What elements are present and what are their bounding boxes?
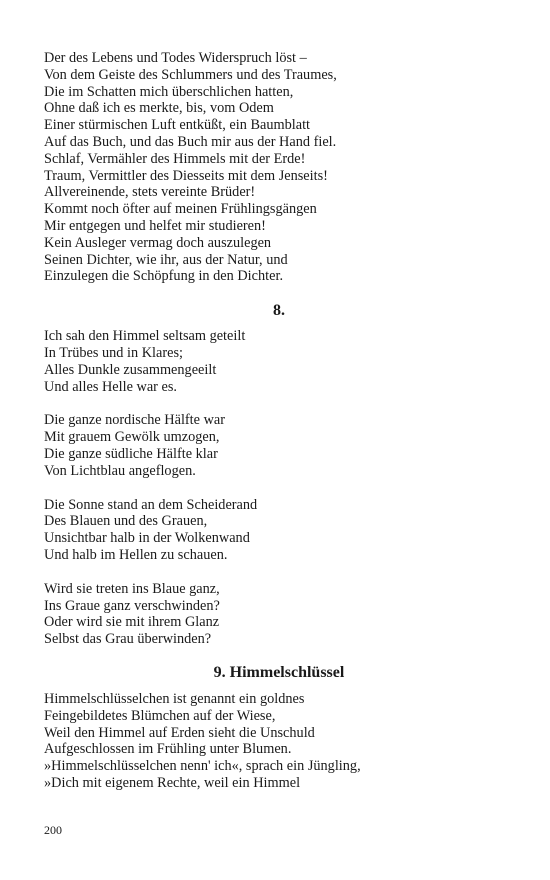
stanza-break [44,395,514,412]
verse-line: »Himmelschlüsselchen nenn' ich«, sprach ein Jüngling, [44,758,361,775]
verse-line: »Dich mit eigenem Rechte, weil ein Himmel [44,774,301,791]
verse-line: Feingebildetes Blümchen auf der Wiese, [44,707,276,724]
verse-line: In Trübes und in Klares; [44,344,183,361]
verse-line: Ins Graue ganz verschwinden? [44,597,220,614]
verse-line: Oder wird sie mit ihrem Glanz [44,614,220,631]
verse-line: Selbst das Grau überwinden? [44,631,212,648]
verse-line: Unsichtbar halb in der Wolkenwand [44,530,250,547]
stanza [44,328,514,395]
verse-line: Von Lichtblau angeflogen. [44,462,196,479]
verse-line: Die ganze südliche Hälfte klar [44,445,218,462]
verse-line: Der des Lebens und Todes Widerspruch löst – [44,50,307,66]
verse-line: Kein Ausleger vermag doch auszulegen [44,234,272,251]
verse-line: Auf das Buch, und das Buch mir aus der Hand fiel. [44,133,337,150]
verse-line: Traum, Vermittler des Diesseits mit dem Jenseits! [44,167,328,184]
verse-line: Weil den Himmel auf Erden sieht die Unschuld [44,724,315,741]
verse-line: Allvereinende, stets vereinte Brüder! [44,184,256,201]
stanza [44,581,514,648]
verse-line: Wird sie treten ins Blaue ganz, [44,580,220,597]
poem-8-heading: 8. [273,302,285,320]
verse-line: Alles Dunkle zusammengeeilt [44,361,217,378]
verse-line: Himmelschlüsselchen ist genannt ein goldnes [44,690,305,707]
verse-line: Die ganze nordische Hälfte war [44,412,226,429]
verse-line: Mit grauem Gewölk umzogen, [44,429,220,446]
poem-intro [44,50,514,285]
stanza [44,412,514,479]
poem-9 [44,691,514,792]
verse-line: Ich sah den Himmel seltsam geteilt [44,328,246,345]
verse-line: Von dem Geiste des Schlummers und des Traumes, [44,66,337,83]
stanza [44,497,514,564]
poem-8 [44,328,514,648]
stanza-break [44,564,514,581]
verse-line: Einer stürmischen Luft entküßt, ein Baumblatt [44,117,311,134]
poem-9-heading: 9. Himmelschlüssel [213,663,345,681]
verse-line: Des Blauen und des Grauen, [44,513,208,530]
stanza-break [44,480,514,497]
verse-line: Und alles Helle war es. [44,378,177,395]
verse-line: Die Sonne stand an dem Scheiderand [44,496,258,513]
verse-line: Schlaf, Vermähler des Himmels mit der Erde! [44,150,306,167]
verse-line: Aufgeschlossen im Frühling unter Blumen. [44,741,292,758]
verse-line: Ohne daß ich es merkte, bis, vom Odem [44,100,274,117]
verse-line: Kommt noch öfter auf meinen Frühlingsgängen [44,201,317,218]
verse-line: Einzulegen die Schöpfung in den Dichter. [44,268,284,285]
verse-line: Die im Schatten mich überschlichen hatten, [44,83,294,100]
page-number: 200 [44,823,62,837]
page-body [44,50,514,792]
verse-line: Mir entgegen und helfet mir studieren! [44,217,266,234]
verse-line: Und halb im Hellen zu schauen. [44,546,228,563]
verse-line: Seinen Dichter, wie ihr, aus der Natur, und [44,251,288,268]
